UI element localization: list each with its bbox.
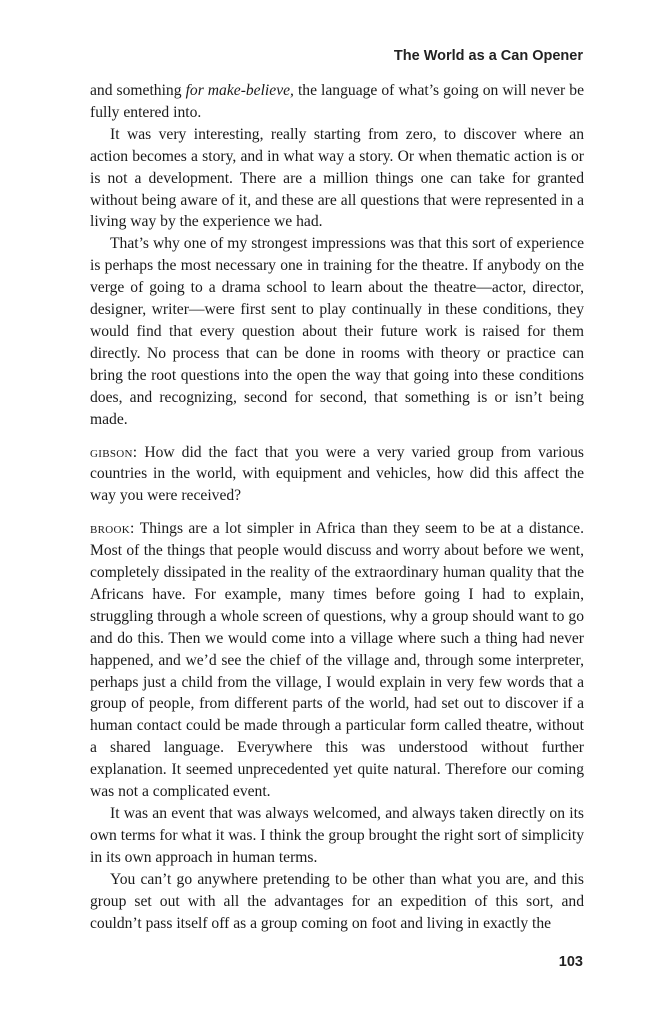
question-text: How did the fact that you were a very varied group from various countries in the world, with equipment and vehicles, how did this affect the way you were received? (90, 443, 584, 505)
paragraph: It was an event that was always welcomed, and always taken directly on its own terms for what it was. I think the group brought the right sort of simplicity in its own approach in human terms. (90, 805, 584, 866)
italic-phrase: for make-believe, (185, 82, 294, 99)
text-run: and something (90, 82, 186, 99)
paragraph: You can’t go anywhere pretending to be other than what you are, and this group set out with all the advantages for an expedition of this sort, and couldn’t pass itself off as a group coming on foot and living in exactly the (90, 870, 584, 932)
text-run: the language of what’s going on will never be fully entered into. (90, 82, 584, 121)
gibson-question (90, 442, 584, 508)
page-number: 103 (558, 954, 583, 970)
paragraph: That’s why one of my strongest impressions was that this sort of experience is perhaps the most necessary one in training for the theatre. If anybody on the verge of going to a drama school to learn about the theatre—actor, director, designer, writer—were first sent to play continually in these conditions, they would find that every question about their future work is raised for them directly. No process that can be done in rooms with theory or practice can bring the root questions into the open the way that going into these conditions does, and recognizing, second for second, that something is or isn’t being made. (90, 235, 584, 428)
answer-text: Things are a lot simpler in Africa than they seem to be at a distance. Most of the things that people would discuss and worry about before we went, completely dissipated in the reality of the extraordinary human quality that the Africans have. For example, many times before going I had to explain, struggling through a whole screen of questions, why a group should want to go and do this. Then we would come into a village where such a thing had never happened, and we’d see the chief of the village and, through some interpreter, perhaps just a child from the village, I would explain in very few words that a group of people, from different parts of the world, had set out to discover if a human contact could be made through a particular form called theatre, without a shared language. Everywhere this was understood without further explanation. It seemed unprecedented yet quite natural. Therefore our coming was not a complicated event. (90, 520, 584, 801)
speaker-label-brook: brook: (90, 520, 135, 538)
body-text (90, 80, 584, 934)
brook-answer (90, 518, 584, 803)
paragraph-continuation (90, 80, 584, 124)
running-head: The World as a Can Opener (393, 48, 583, 64)
speaker-label-gibson: gibson: (90, 443, 138, 461)
paragraph: It was very interesting, really starting from zero, to discover where an action becomes a story, and in what way a story. Or when thematic action is or is not a development. There are a million things one can take for granted without being aware of it, and these are all questions that were represented in a living way by the experience we had. (90, 125, 584, 231)
